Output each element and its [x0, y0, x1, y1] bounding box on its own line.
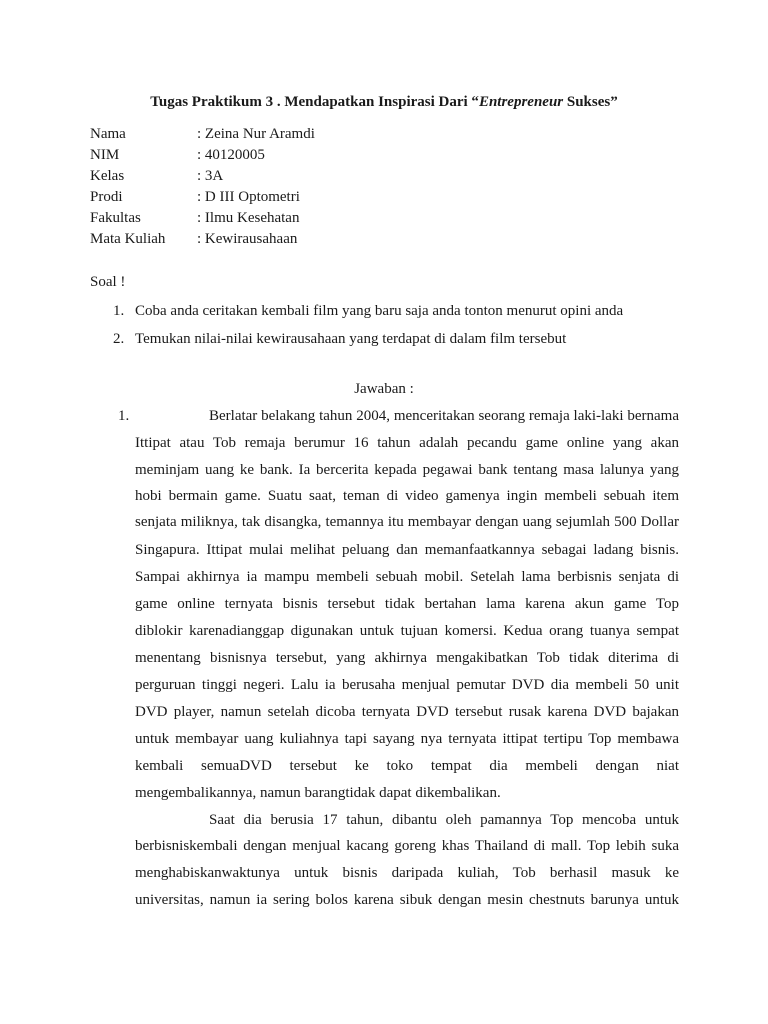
answer-line: menghabiskanwaktunya untuk bisnis daripada kuliah, Tob berhasil masuk ke — [135, 865, 679, 881]
answer-line: berbisniskembali dengan menjual kacang goreng khas Thailand di mall. Top lebih suka — [135, 838, 679, 854]
title-suffix-text: Sukses” — [563, 94, 618, 110]
answer-number: 1. — [118, 408, 130, 424]
answer-line: Berlatar belakang tahun 2004, menceritakan seorang remaja laki-laki bernama — [209, 408, 679, 424]
info-label: Kelas — [90, 168, 125, 184]
info-row — [90, 126, 315, 147]
info-label: Mata Kuliah — [90, 231, 166, 247]
question-item — [113, 331, 566, 348]
info-label: Fakultas — [90, 210, 141, 226]
info-row — [90, 231, 315, 252]
answer-line: Sampai akhirnya ia mampu membeli sebuah mobil. Setelah lama berbisnis senjata di — [135, 569, 679, 585]
info-value: : 3A — [197, 168, 224, 184]
answer-line: universitas, namun ia sering bolos karena sibuk dengan mesin chestnuts barunya untuk — [135, 892, 679, 908]
info-label: Nama — [90, 126, 126, 142]
question-text: Coba anda ceritakan kembali film yang baru saja anda tonton menurut opini anda — [135, 303, 624, 319]
answer-line: hobi bermain game. Suatu saat, teman di video gamenya ingin membeli sebuah item — [135, 488, 679, 504]
document-title — [0, 94, 768, 111]
answer-line: Saat dia berusia 17 tahun, dibantu oleh pamannya Top mencoba untuk — [209, 812, 679, 828]
question-number: 2. — [113, 331, 125, 347]
info-label: Prodi — [90, 189, 123, 205]
answer-line: Singapura. Ittipat mulai melihat peluang dan memanfaatkannya sebagai ladang bisnis. — [135, 542, 679, 558]
info-value: : 40120005 — [197, 147, 265, 163]
answer-line: Ittipat atau Tob remaja berumur 16 tahun adalah pecandu game online yang akan — [135, 435, 679, 451]
info-row — [90, 168, 315, 189]
jawaban-heading: Jawaban : — [354, 381, 414, 397]
answer-line: meminjam uang ke bank. Ia bercerita kepada pegawai bank tentang masa lalunya yang — [135, 462, 679, 478]
answer-line: perguruan tinggi negeri. Lalu ia berusaha menjual pemutar DVD dia membeli 50 unit — [135, 677, 679, 693]
answer-line: menentang bisnisnya tersebut, yang akhirnya mengakibatkan Tob tidak diterima di — [135, 650, 679, 666]
answer-line: game online ternyata bisnis tersebut tidak bertahan lama karena akun game Top — [135, 596, 679, 612]
info-row — [90, 147, 315, 168]
info-value: : Zeina Nur Aramdi — [197, 126, 315, 142]
answer-line: mengembalikannya, namun barangtidak dapat dikembalikan. — [135, 785, 501, 801]
question-number: 1. — [113, 303, 125, 319]
info-row — [90, 210, 315, 231]
info-label: NIM — [90, 147, 120, 163]
student-info — [90, 126, 315, 252]
info-row — [90, 189, 315, 210]
info-value: : D III Optometri — [197, 189, 300, 205]
question-item — [113, 303, 623, 320]
title-text: Tugas Praktikum 3 . Mendapatkan Inspirasi Dari “ — [150, 94, 479, 110]
info-value: : Ilmu Kesehatan — [197, 210, 300, 226]
answer-line: kembali semuaDVD tersebut ke toko tempat dia membeli dengan niat — [135, 758, 679, 774]
answer-line: untuk membayar uang kuliahnya tapi sayang nya ternyata ittipat tertipu Top membawa — [135, 731, 679, 747]
question-text: Temukan nilai-nilai kewirausahaan yang terdapat di dalam film tersebut — [135, 331, 567, 347]
answer-line: senjata miliknya, tak disangka, temannya itu membayar dengan uang sejumlah 500 Dollar — [135, 514, 679, 530]
title-italic-text: Entrepreneur — [478, 94, 564, 110]
answer-line: diblokir karenadianggap digunakan untuk tujuan komersi. Kedua orang tuanya sempat — [135, 623, 679, 639]
info-value: : Kewirausahaan — [197, 231, 298, 247]
soal-heading: Soal ! — [90, 274, 126, 290]
answer-line: DVD player, namun setelah dicoba ternyata DVD tersebut rusak karena DVD bajakan — [135, 704, 679, 720]
